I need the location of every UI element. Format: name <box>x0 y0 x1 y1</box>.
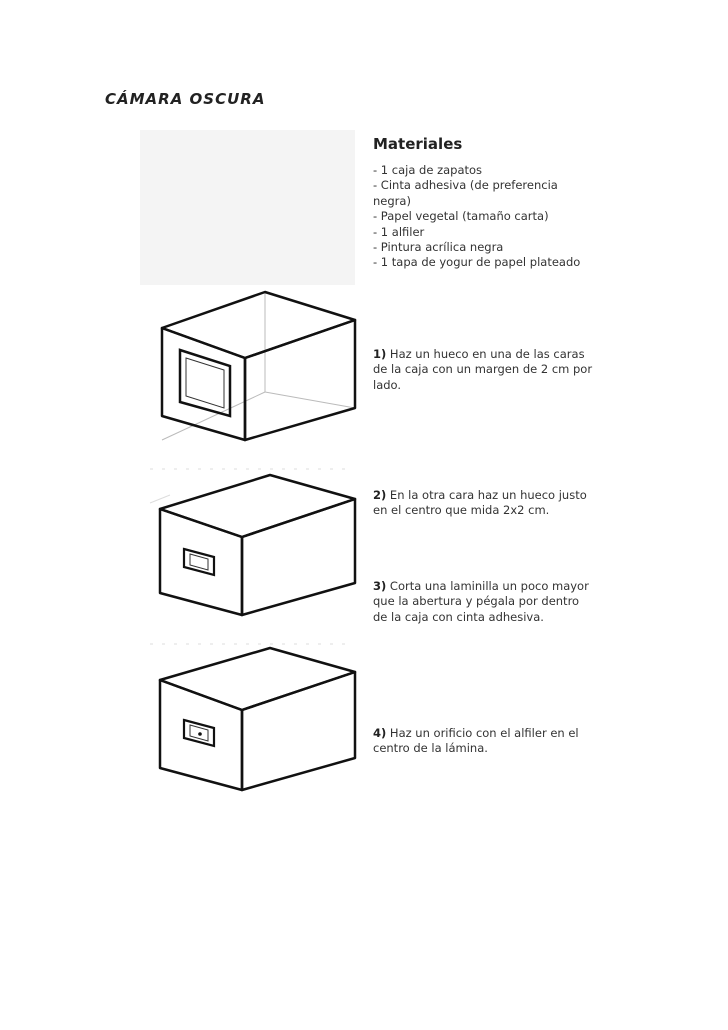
box-small-hole-illustration <box>150 465 365 625</box>
step-text: Haz un hueco en una de las caras de la caja con un margen de 2 cm por lado. <box>373 347 593 392</box>
step-1 <box>373 347 595 393</box>
step-text: Haz un orificio con el alfiler en el centro de la lámina. <box>373 726 579 756</box>
materials-item: - 1 alfiler <box>373 224 425 239</box>
materials-list <box>373 163 593 271</box>
step-number: 2) <box>373 488 387 502</box>
step-number: 1) <box>373 347 387 361</box>
step-3 <box>373 579 595 625</box>
box-large-opening-illustration <box>150 290 365 450</box>
materials-item: - Pintura acrílica negra <box>373 240 504 255</box>
materials-item: - 1 tapa de yogur de papel plateado <box>373 255 581 270</box>
step-4 <box>373 726 595 757</box>
background-shade <box>140 130 355 285</box>
materials-item: - Papel vegetal (tamaño carta) <box>373 209 549 224</box>
step-text: En la otra cara haz un hueco justo en el centro que mida 2x2 cm. <box>373 488 587 518</box>
materials-heading: Materiales <box>373 135 463 153</box>
step-text: Corta una laminilla un poco mayor que la abertura y pégala por dentro de la caja con cinta adhesiva. <box>373 579 589 624</box>
document-title: CÁMARA OSCURA <box>105 90 266 108</box>
step-number: 4) <box>373 726 387 740</box>
step-number: 3) <box>373 579 387 593</box>
materials-item: - 1 caja de zapatos <box>373 163 483 177</box>
step-2 <box>373 488 595 519</box>
materials-item: - Cinta adhesiva (de preferencia negra) <box>373 178 558 208</box>
box-pinhole-illustration <box>150 640 365 800</box>
